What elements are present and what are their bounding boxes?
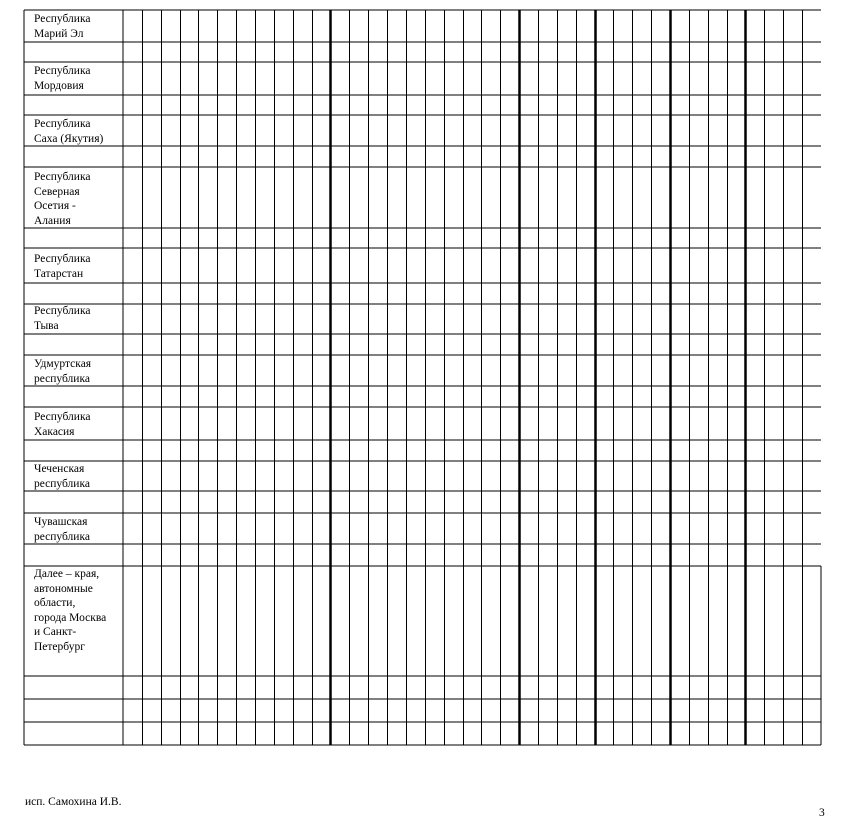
page-number: 3	[819, 807, 825, 819]
region-label-tatarstan: Республика Татарстан	[34, 253, 91, 280]
region-label-mari-el: Республика Марий Эл	[34, 13, 91, 40]
region-label-tyva: Республика Тыва	[34, 305, 91, 332]
footer-author: исп. Самохина И.В.	[25, 796, 122, 808]
region-label-sakha: Республика Саха (Якутия)	[34, 118, 104, 145]
region-label-other: Далее – края, автономные области, города Москва и Санкт- Петербург	[34, 568, 107, 653]
region-label-chechnya: Чеченская республика	[34, 463, 90, 490]
region-label-mordovia: Республика Мордовия	[34, 65, 91, 92]
region-label-khakassia: Республика Хакасия	[34, 411, 91, 438]
region-label-north-ossetia: Республика Северная Осетия - Алания	[34, 171, 91, 227]
region-label-chuvashia: Чувашская республика	[34, 516, 90, 543]
region-label-udmurtia: Удмуртская республика	[34, 358, 92, 385]
